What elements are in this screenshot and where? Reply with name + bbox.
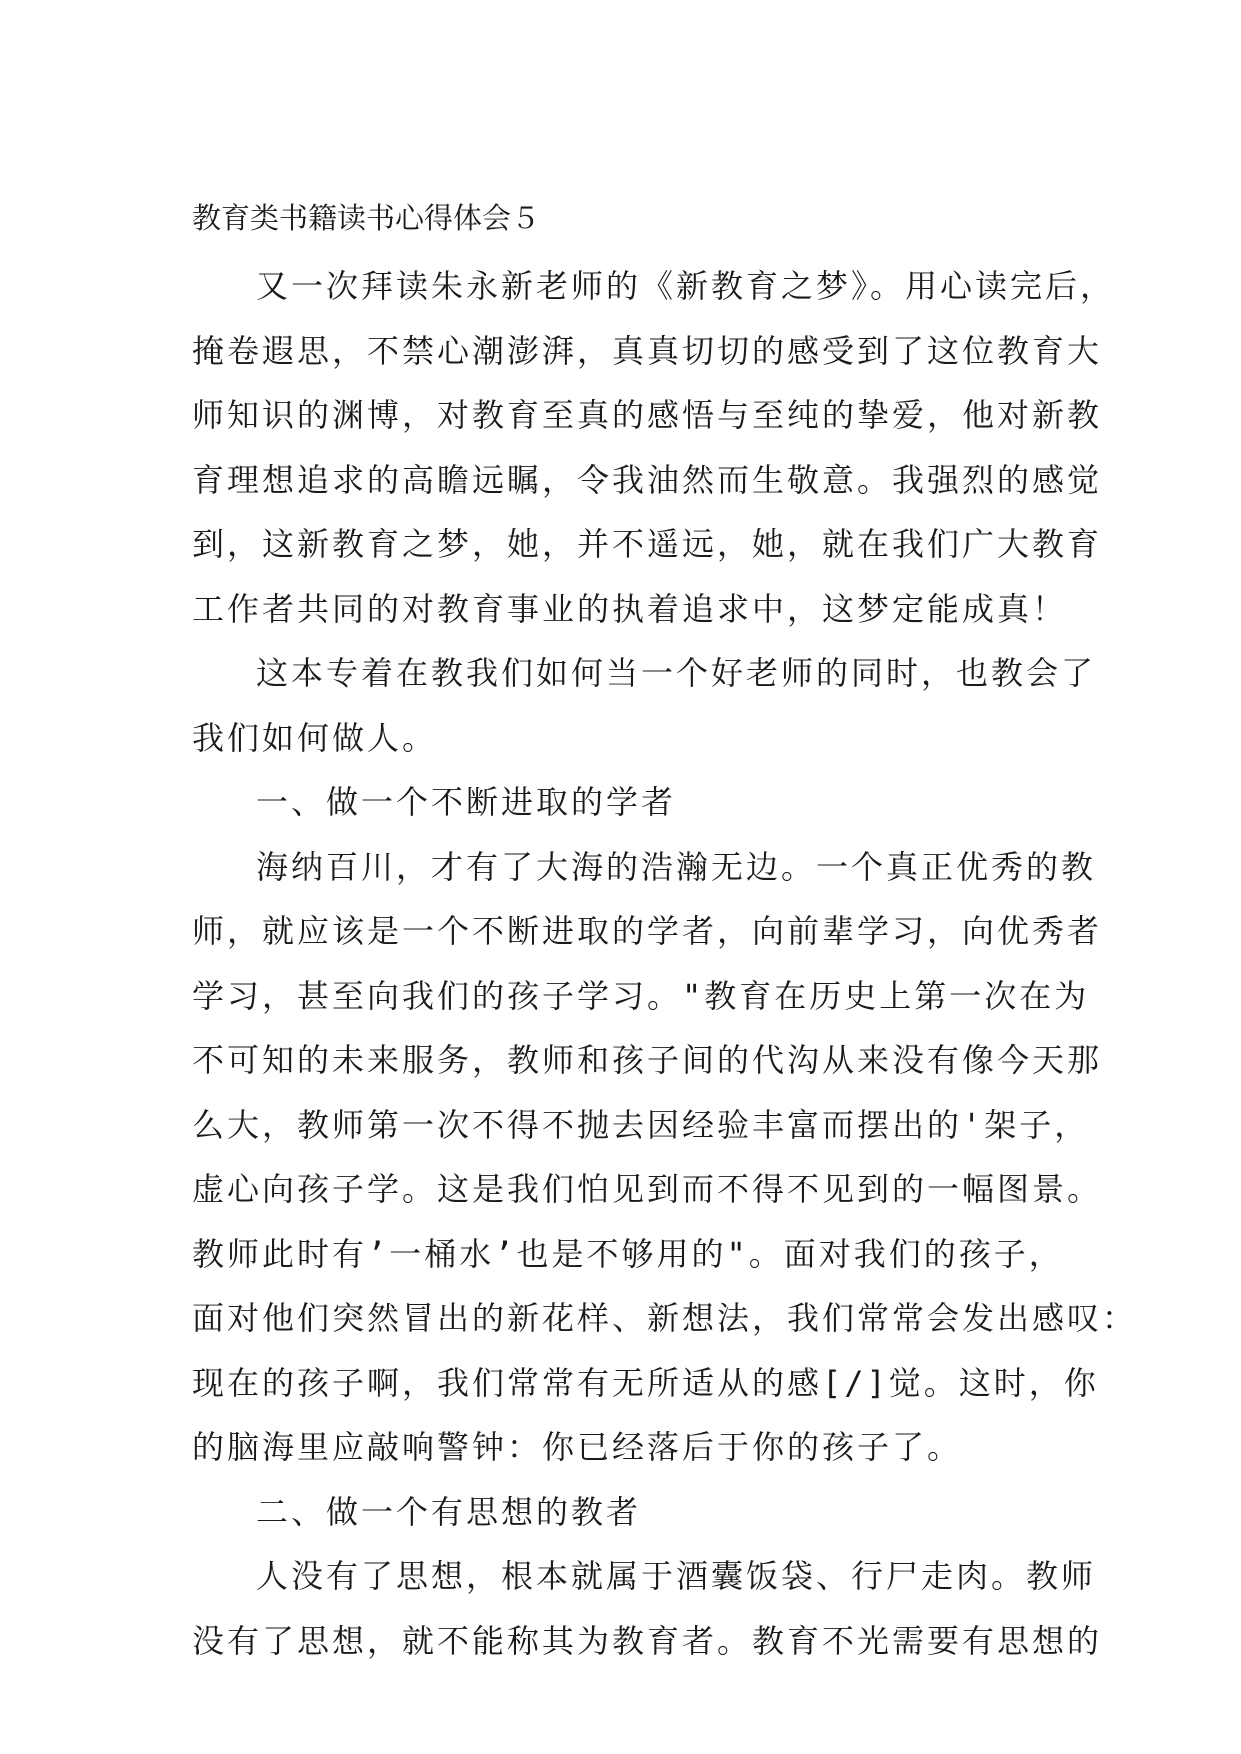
- heading-text: 二、做一个有思想的教者: [256, 1492, 642, 1531]
- text-line: 师知识的渊博，对教育至真的感悟与至纯的挚爱，他对新教: [192, 396, 1103, 434]
- text-line: 虚心向孩子学。这是我们怕见到而不得不见到的一幅图景。: [192, 1170, 1103, 1208]
- paragraph-book-summary: [192, 641, 1097, 770]
- text-line: 面对他们突然冒出的新花样、新想法，我们常常会发出感叹：: [192, 1299, 1138, 1337]
- text-line: 没有了思想，就不能称其为教育者。教育不光需要有思想的: [192, 1621, 1103, 1660]
- document-body: [192, 192, 1138, 1673]
- document-title: 教育类书籍读书心得体会５: [192, 201, 541, 235]
- paragraph-scholar: [192, 835, 1138, 1480]
- text-line: 的脑海里应敲响警钟：你已经落后于你的孩子了。: [192, 1428, 963, 1466]
- text-line: 这本专着在教我们如何当一个好老师的同时，也教会了: [256, 654, 1097, 692]
- text-line: 我们如何做人。: [192, 718, 438, 757]
- text-line: 学习，甚至向我们的孩子学习。"教育在历史上第一次在为: [192, 976, 1090, 1015]
- text-line: 工作者共同的对教育事业的执着追求中，这梦定能成真！: [192, 589, 1068, 628]
- paragraph-thinker: [192, 1544, 1103, 1673]
- section-heading-2: [192, 1480, 1062, 1545]
- text-line: 掩卷遐思，不禁心潮澎湃，真真切切的感受到了这位教育大: [192, 331, 1103, 370]
- text-line: 又一次拜读朱永新老师的《新教育之梦》。用心读完后，: [256, 267, 1116, 305]
- text-line: 不可知的未来服务，教师和孩子间的代沟从来没有像今天那: [192, 1041, 1103, 1079]
- text-line: 到，这新教育之梦，她，并不遥远，她，就在我们广大教育: [192, 525, 1103, 563]
- text-line: 人没有了思想，根本就属于酒囊饭袋、行尸走肉。教师: [256, 1557, 1097, 1595]
- text-line: 么大，教师第一次不得不抛去因经验丰富而摆出的'架子，: [192, 1105, 1090, 1144]
- text-line: 育理想追求的高瞻远瞩，令我油然而生敬意。我强烈的感觉: [192, 460, 1103, 499]
- section-heading-1: [192, 770, 1062, 835]
- paragraph-intro: [192, 254, 1116, 641]
- text-line: 教师此时有’一桶水’也是不够用的"。面对我们的孩子，: [192, 1234, 1064, 1273]
- text-line: 海纳百川，才有了大海的浩瀚无边。一个真正优秀的教: [256, 847, 1097, 886]
- text-line: 师，就应该是一个不断进取的学者，向前辈学习，向优秀者: [192, 912, 1103, 950]
- heading-text: 一、做一个不断进取的学者: [256, 783, 677, 821]
- text-line: 现在的孩子啊，我们常常有无所适从的感[/]觉。这时，你: [192, 1363, 1099, 1402]
